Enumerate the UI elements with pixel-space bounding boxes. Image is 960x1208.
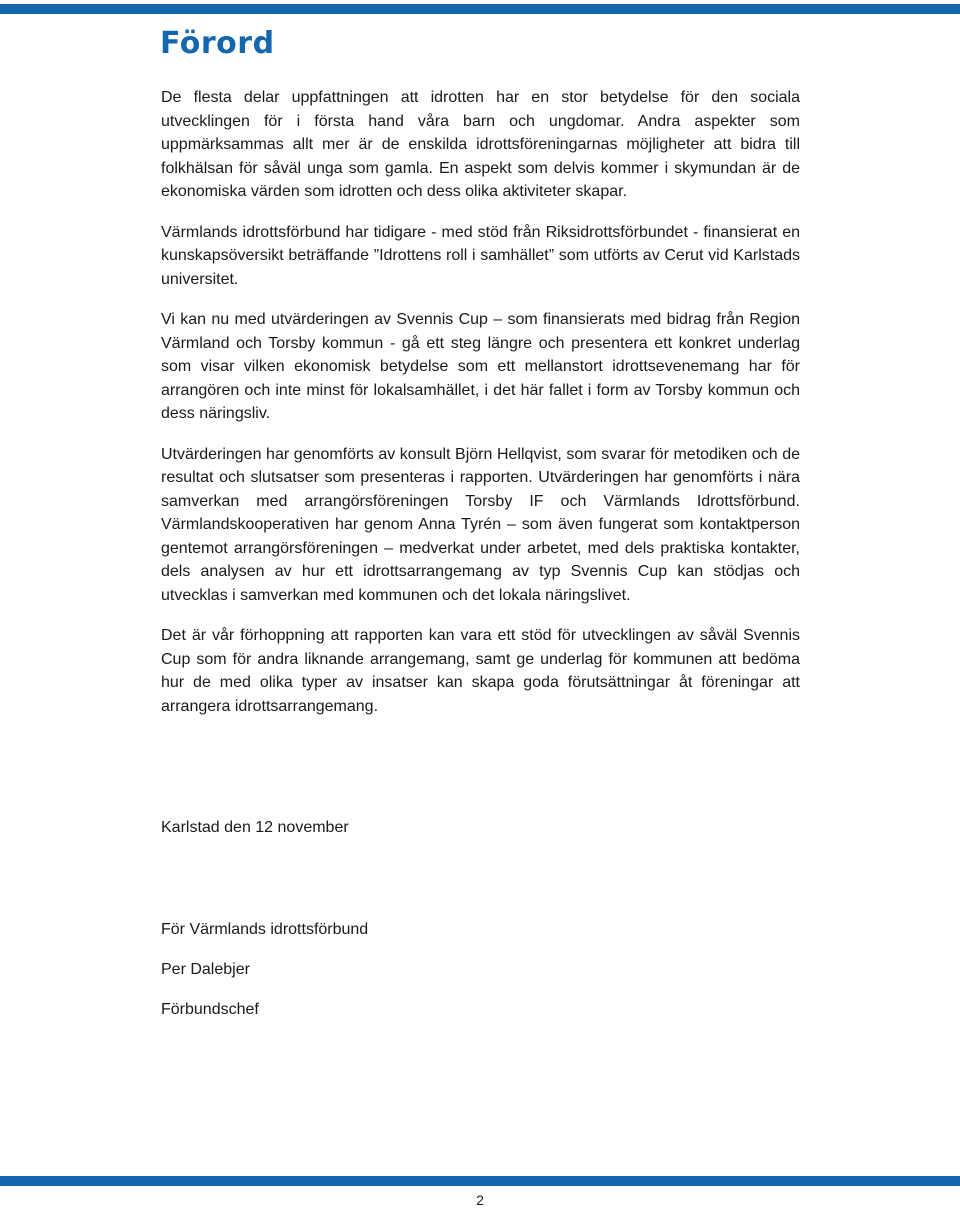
place-date: Karlstad den 12 november: [161, 819, 349, 836]
page-title: Förord: [160, 26, 275, 61]
page-number: 2: [476, 1192, 484, 1208]
paragraph-2: Värmlands idrottsförbund har tidigare - med stöd från Riksidrottsförbundet - finansierat en kunskapsöversikt beträffande ”Idrottens roll i samhället” som utförts av Cerut vid Karlstads universitet.: [161, 223, 800, 288]
paragraph-5: Det är vår förhoppning att rapporten kan vara ett stöd för utvecklingen av såväl Svennis Cup som för andra liknande arrangemang, samt ge underlag för kommunen att bedöma hur de med olika typer av insatser kan skapa goda förutsättningar åt föreningar att arrangera idrottsarrangemang.: [161, 627, 800, 715]
signature-role: Förbundschef: [161, 1001, 259, 1018]
paragraph-4: Utvärderingen har genomförts av konsult Björn Hellqvist, som svarar för metodiken och de resultat och slutsatser som presenteras i rapporten. Utvärderingen har genomförts i nära samverkan med arrangörsföreningen Torsby IF och Värmlands Idrottsförbund. Värmlandskooperativen har genom Anna Tyrén – som även fungerat som kontaktperson gentemot arrangörsföreningen – medverkat under arbetet, med dels praktiska kontakter, dels analysen av hur ett idrottsarrangemang av typ Svennis Cup kan stödjas och utvecklas i samverkan med kommunen och det lokala näringslivet.: [161, 445, 800, 604]
header-rule: [0, 4, 960, 14]
signature-organization: För Värmlands idrottsförbund: [161, 921, 369, 938]
paragraph-3: Vi kan nu med utvärderingen av Svennis Cup – som finansierats med bidrag från Region Värmland och Torsby kommun - gå ett steg längre och presentera ett konkret underlag som visar vilken ekonomisk betydelse som ett mellanstort idrottsevenemang har för arrangören och inte minst för lokalsamhället, i det här fallet i form av Torsby kommun och dess näringsliv.: [161, 311, 800, 422]
body-text: [161, 86, 800, 735]
footer-rule: [0, 1176, 960, 1186]
paragraph-1: De flesta delar uppfattningen att idrotten har en stor betydelse för den sociala utvecklingen för i första hand våra barn och ungdomar. Andra aspekter som uppmärksammas allt mer är de enskilda idrottsföreningarnas möjligheter att bidra till folkhälsan för såväl unga som gamla. En aspekt som delvis kommer i skymundan är de ekonomiska värden som idrotten och dess olika aktiviteter skapar.: [161, 89, 800, 200]
signature-name: Per Dalebjer: [161, 961, 250, 978]
